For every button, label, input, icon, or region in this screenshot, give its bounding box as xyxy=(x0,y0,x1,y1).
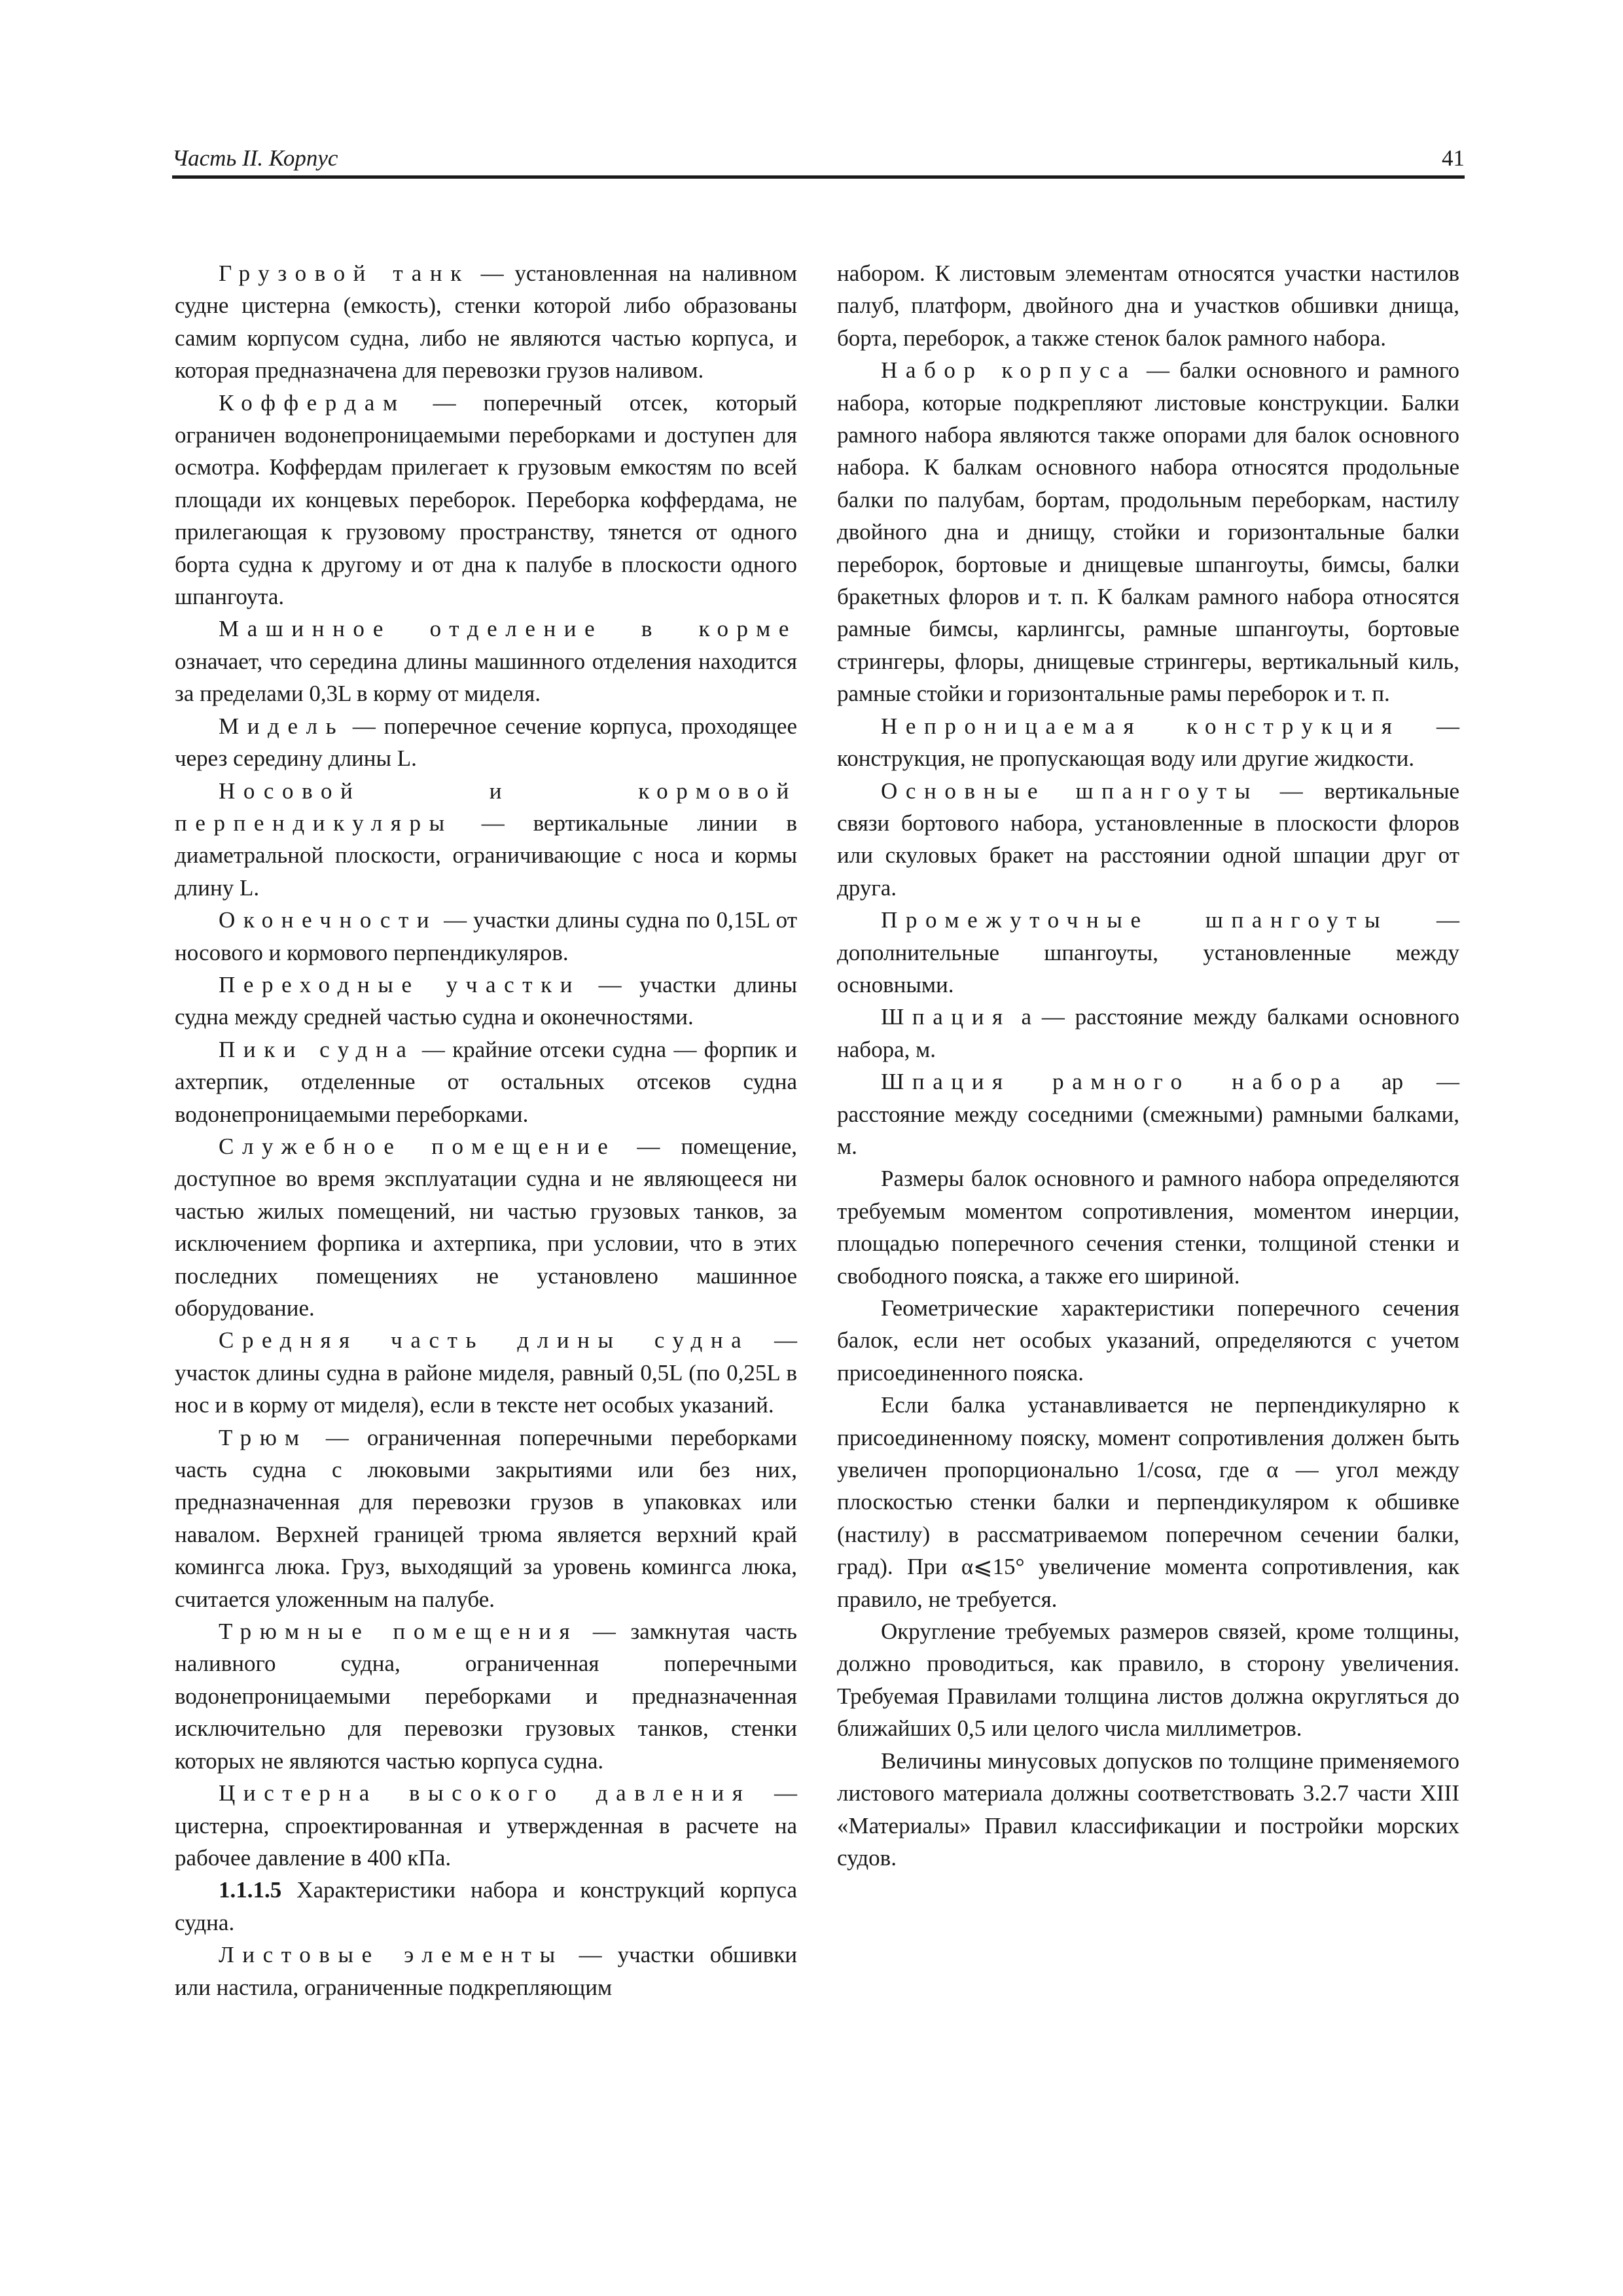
header-rule xyxy=(172,175,1465,179)
paragraph xyxy=(175,1874,797,1939)
paragraph xyxy=(175,969,797,1033)
paragraph xyxy=(837,1162,1459,1292)
paragraph xyxy=(837,1389,1459,1615)
paragraph-text: означает, что середина длины машинного отделения находится за пределами 0,3L в корму от миделя. xyxy=(175,648,797,707)
paragraph-text: — участки обшивки или настила, ограниченные подкрепляющим xyxy=(175,1942,797,2000)
term: Носовой и кормовой перпендикуляры xyxy=(175,778,797,836)
paragraph xyxy=(175,257,797,387)
paragraph-text: — дополнительные шпангоуты, установленные между основными. xyxy=(837,907,1459,997)
paragraph-text: — балки основного и рамного набора, которые подкрепляют листовые конструкции. Балки рамного набора являются также опорами для балок основного набора. К балкам основного набора относятся продольные балки по палубам, бортам, продольным переборкам, настилу двойного дна и днищу, стойки и горизонтальные балки переборок, бортовые и днищевые шпангоуты, бимсы, балки бракетных флоров и т. п. К балкам рамного набора относятся рамные бимсы, карлингсы, рамные шпангоуты, бортовые стрингеры, флоры, днищевые стрингеры, вертикальный киль, рамные стойки и горизонтальные рамы переборок и т. п. xyxy=(837,357,1459,707)
paragraph-text: Величины минусовых допусков по толщине применяемого листового материала должны соответствовать 3.2.7 части XIII «Материалы» Правил классификации и постройки морских судов. xyxy=(837,1748,1459,1871)
paragraph xyxy=(837,257,1459,354)
paragraph xyxy=(175,1130,797,1324)
paragraph-text: — ограниченная поперечными переборками часть судна с люковыми закрытиями или без них, предназначенная для перевозки грузов в упаковках или навалом. Верхней границей трюма является верхний край комингса люка. Груз, выходящий за уровень комингса люка, считается уложенным на палубе. xyxy=(175,1424,797,1612)
paragraph xyxy=(837,1615,1459,1745)
paragraph-text: Размеры балок основного и рамного набора определяются требуемым моментом сопротивления, моментом инерции, площадью поперечного сечения стенки, толщиной стенки и свободного пояска, а также его шириной. xyxy=(837,1166,1459,1289)
term: Коффердам xyxy=(219,389,406,416)
paragraph xyxy=(837,710,1459,775)
paragraph xyxy=(175,1615,797,1777)
paragraph xyxy=(837,1066,1459,1162)
term: Трюмные помещения xyxy=(219,1619,579,1645)
paragraph-text: Округление требуемых размеров связей, кроме толщины, должно проводиться, как правило, в сторону увеличения. Требуемая Правилами толщина листов должна округляться до ближайших 0,5 или целого числа миллиметров. xyxy=(837,1619,1459,1742)
paragraph xyxy=(837,1745,1459,1874)
paragraph xyxy=(175,1324,797,1421)
term: Цистерна высокого давления xyxy=(219,1780,751,1806)
paragraph-text: набором. К листовым элементам относятся участки настилов палуб, платформ, двойного дна и участков обшивки днища, борта, переборок, а также стенок балок рамного набора. xyxy=(837,260,1459,351)
paragraph xyxy=(175,710,797,775)
running-header xyxy=(172,145,1465,179)
right-column xyxy=(837,257,1459,1874)
paragraph-text: — поперечный отсек, который ограничен водонепроницаемыми переборками и доступен для осмотра. Коффердам прилегает к грузовым емкостям по всей площади их концевых переборок. Переборка коффердама, не прилегающая к грузовому пространству, тянется от одного борта судна к другому и от дна к палубе в плоскости одного шпангоута. xyxy=(175,389,797,610)
term: Пики судна xyxy=(219,1036,415,1062)
term: Шпация рамного набора xyxy=(881,1069,1349,1095)
paragraph xyxy=(175,1777,797,1874)
paragraph-text: a — расстояние между балками основного набора, м. xyxy=(837,1004,1459,1062)
term: Промежуточные шпангоуты xyxy=(881,907,1389,933)
paragraph-text: — замкнутая часть наливного судна, ограниченная поперечными водонепроницаемыми переборками и предназначенная исключительно для перевозки грузовых танков, стенки которых не являются частью корпуса судна. xyxy=(175,1619,797,1774)
paragraph xyxy=(837,775,1459,905)
paragraph-text: — вертикальные линии в диаметральной плоскости, ограничивающие с носа и кормы длину L. xyxy=(175,810,797,901)
paragraph-text: — конструкция, не пропускающая воду или другие жидкости. xyxy=(837,713,1459,772)
paragraph-text: — цистерна, спроектированная и утвержденная в расчете на рабочее давление в 400 кПа. xyxy=(175,1780,797,1871)
paragraph xyxy=(837,354,1459,709)
paragraph xyxy=(837,1001,1459,1066)
paragraph-text: — участок длины судна в районе миделя, равный 0,5L (по 0,25L в нос и в корму от миделя), если в тексте нет особых указаний. xyxy=(175,1327,798,1418)
term: Листовые элементы xyxy=(219,1942,563,1968)
paragraph-text: Геометрические характеристики поперечного сечения балок, если нет особых указаний, определяются с учетом присоединенного пояска. xyxy=(837,1295,1459,1386)
term: Средняя часть длины судна xyxy=(219,1327,750,1354)
term: Машинное отделение в корме xyxy=(219,616,797,642)
paragraph xyxy=(175,387,797,613)
paragraph-text: Характеристики набора и конструкций корпуса судна. xyxy=(175,1877,797,1935)
paragraph xyxy=(175,613,797,709)
paragraph-text: — крайние отсеки судна — форпик и ахтерпик, отделенные от остальных отсеков судна водонепроницаемыми переборками. xyxy=(175,1036,797,1127)
term: Оконечности xyxy=(219,907,438,933)
section-title: Часть II. Корпус xyxy=(172,145,338,171)
term: Переходные участки xyxy=(219,971,581,997)
term: Грузовой танк xyxy=(219,260,470,286)
paragraph-text: — участки длины судна по 0,15L от носового и кормового перпендикуляров. xyxy=(175,907,797,965)
paragraph-text: — помещение, доступное во время эксплуатации судна и не являющееся ни частью жилых помещений, ни частью грузовых танков, за исключением форпика и ахтерпика, при условии, что в этих последних помещениях не установлено машинное оборудование. xyxy=(175,1133,797,1321)
term: Непроницаемая конструкция xyxy=(881,713,1400,739)
paragraph xyxy=(837,904,1459,1001)
page-number: 41 xyxy=(1442,145,1465,171)
paragraph xyxy=(837,1292,1459,1389)
paragraph xyxy=(175,775,797,905)
paragraph-text: — установленная на наливном судне цистерна (емкость), стенки которой либо образованы самим корпусом судна, либо не являются частью корпуса, и которая предназначена для перевозки грузов наливом. xyxy=(175,260,797,384)
term: Мидель xyxy=(219,713,345,739)
paragraph xyxy=(175,1033,797,1130)
term: Трюм xyxy=(219,1424,308,1450)
paragraph xyxy=(175,1422,797,1615)
term: Служебное помещение xyxy=(219,1133,616,1159)
paragraph-text: Если балка устанавливается не перпендикулярно к присоединенному пояску, момент сопротивления должен быть увеличен пропорционально 1/cosα, где α — угол между плоскостью стенки балки и перпендикуляром к обшивке (настилу) в рассматриваемом поперечном сечении балки, град). При α⩽15° увеличение момента сопротивления, как правило, не требуется. xyxy=(837,1392,1459,1612)
paragraph xyxy=(175,904,797,969)
paragraph-text: — вертикальные связи бортового набора, установленные в плоскости флоров или скуловых бракет на расстоянии одной шпации друг от друга. xyxy=(837,778,1459,901)
paragraph-text: aр — расстояние между соседними (смежными) рамными балками, м. xyxy=(837,1069,1459,1159)
term: Шпация xyxy=(881,1004,1011,1030)
paragraph-text: — участки длины судна между средней частью судна и оконечностями. xyxy=(175,971,797,1030)
paragraph-text: — поперечное сечение корпуса, проходящее через середину длины L. xyxy=(175,713,797,772)
left-column xyxy=(175,257,797,2003)
term: Основные шпангоуты xyxy=(881,778,1258,804)
paragraph xyxy=(175,1939,797,2003)
clause-number: 1.1.1.5 xyxy=(219,1877,282,1903)
term: Набор корпуса xyxy=(881,357,1137,384)
